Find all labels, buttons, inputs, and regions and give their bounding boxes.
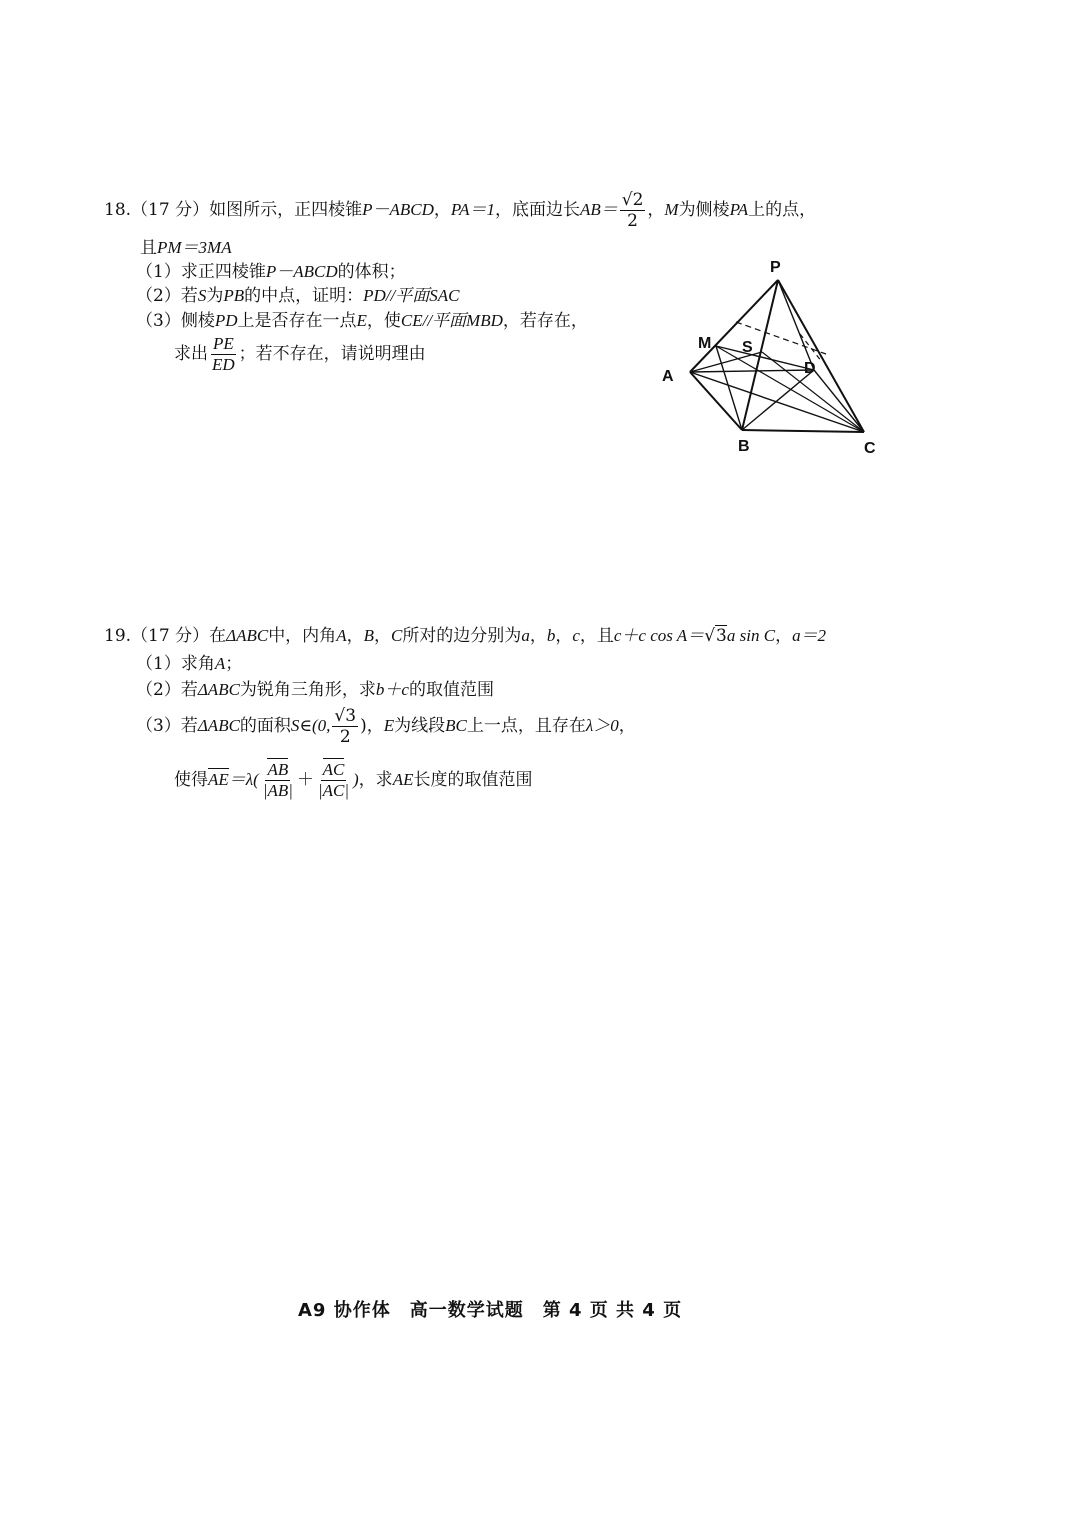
page-footer: A9 协作体 高一数学试题 第 4 页 共 4 页 bbox=[298, 1300, 683, 1321]
q18-text: （3）侧棱 bbox=[136, 311, 215, 331]
label-b: B bbox=[738, 438, 750, 455]
q19-number: 19. bbox=[104, 626, 132, 646]
q18-fraction-pe-ed bbox=[210, 334, 237, 375]
q18-number: 18. bbox=[104, 200, 132, 220]
q19-part3-cont bbox=[174, 760, 532, 801]
q19-text: ＋ bbox=[296, 770, 314, 790]
fraction-denominator: 2 bbox=[339, 727, 351, 747]
q18-text: 的中点，证明： bbox=[244, 286, 364, 306]
q18-text: 求出 bbox=[174, 344, 208, 364]
q19-points: （17 分） bbox=[131, 626, 210, 646]
q19-line1: 19.（17 分）在ΔABC中，内角A，B，C所对的边分别为a，b，c，且c＋c cos A＝√3a sin C，a＝2 bbox=[104, 626, 827, 646]
q19-text: ； bbox=[225, 654, 243, 674]
edge-pd bbox=[778, 280, 814, 370]
q18-points: （17 分） bbox=[131, 200, 210, 220]
q19-text: ，且 bbox=[579, 626, 614, 646]
pyramid-figure bbox=[650, 250, 890, 460]
q18-math: PM＝3MA bbox=[157, 238, 232, 257]
q19-sqrt: 3 bbox=[716, 626, 727, 646]
q18-part1 bbox=[136, 260, 406, 284]
diag-bd bbox=[742, 370, 814, 430]
edge-ad bbox=[690, 370, 814, 372]
q18-text: 上是否存在一点 bbox=[237, 311, 357, 331]
q18-math: PD bbox=[214, 311, 238, 330]
q19-text: ， bbox=[555, 626, 573, 646]
label-a: A bbox=[662, 368, 674, 385]
fraction-numerator: √3 bbox=[334, 706, 357, 726]
q19-text: ) bbox=[360, 716, 367, 736]
q19-vector: AC bbox=[322, 760, 345, 779]
q19-text: 所对的边分别为 bbox=[402, 626, 522, 646]
q19-text: ， bbox=[346, 626, 364, 646]
q18-math: AB＝ bbox=[579, 200, 618, 219]
q18-math: P－ABCD bbox=[265, 262, 338, 281]
q19-math: ＝λ( bbox=[228, 770, 259, 789]
q19-math: λ＞0 bbox=[585, 716, 619, 735]
q19-text: ， bbox=[373, 626, 391, 646]
q18-text: ，使 bbox=[366, 311, 401, 331]
q19-math: c bbox=[572, 626, 580, 645]
q18-line2 bbox=[140, 236, 232, 260]
q19-math: a bbox=[521, 626, 530, 645]
q19-text: 使得 bbox=[174, 770, 208, 790]
q18-text: 上的点， bbox=[748, 200, 817, 220]
q18-math: PA＝1 bbox=[450, 200, 495, 219]
q19-text: 上一点，且存在 bbox=[466, 716, 586, 736]
label-d: D bbox=[804, 360, 816, 377]
q19-math: AE bbox=[392, 770, 414, 789]
q19-fraction-ab-unit bbox=[261, 760, 295, 801]
edge-pc bbox=[778, 280, 864, 432]
q19-math: b＋c bbox=[375, 680, 409, 699]
q18-text: 且 bbox=[140, 238, 157, 258]
q19-part3 bbox=[136, 706, 636, 747]
q18-math: PD//平面SAC bbox=[363, 286, 460, 305]
q19-text: 在 bbox=[209, 626, 227, 646]
q18-text: ；若不存在，请说明理由 bbox=[238, 344, 426, 364]
q18-text: 为侧棱 bbox=[678, 200, 730, 220]
fraction-numerator bbox=[265, 760, 290, 781]
q19-part2 bbox=[136, 678, 494, 702]
q19-math: ) bbox=[353, 770, 359, 789]
q18-part3 bbox=[136, 309, 588, 333]
q19-text: 为线段 bbox=[394, 716, 446, 736]
q19-text: ， bbox=[366, 716, 384, 736]
q18-math: P－ABCD bbox=[362, 200, 434, 219]
q18-text: （2）若 bbox=[136, 286, 198, 306]
q19-math: b bbox=[546, 626, 556, 645]
q18-part2 bbox=[136, 284, 459, 308]
q18-fraction-ab bbox=[620, 190, 646, 231]
q19-text: 中，内角 bbox=[268, 626, 337, 646]
q19-fraction-ac-unit bbox=[316, 760, 351, 801]
q19-text: ， bbox=[775, 626, 793, 646]
q18-line1 bbox=[104, 190, 816, 231]
q19-vector: AE bbox=[208, 770, 229, 789]
q19-vector: AB bbox=[267, 760, 289, 779]
q18-math: PB bbox=[223, 286, 245, 305]
fraction-denominator: |AB| bbox=[262, 781, 293, 800]
q18-text: （1）求正四棱锥 bbox=[136, 262, 266, 282]
q18-text: ，若存在， bbox=[502, 311, 588, 331]
q19-math: C bbox=[390, 626, 403, 645]
q19-text: ， bbox=[529, 626, 547, 646]
q19-math: E bbox=[383, 716, 395, 735]
fraction-numerator: √2 bbox=[621, 190, 644, 210]
q19-math: c＋c cos A＝ bbox=[613, 626, 705, 645]
q18-text: 为 bbox=[206, 286, 224, 306]
edge-bc bbox=[742, 430, 864, 432]
label-m: M bbox=[698, 335, 712, 352]
label-c: C bbox=[864, 440, 876, 457]
q18-math: PA bbox=[729, 200, 749, 219]
q18-text: 的体积； bbox=[337, 262, 406, 282]
q19-text: 为锐角三角形，求 bbox=[239, 680, 376, 700]
q18-math: E bbox=[356, 311, 367, 330]
q18-math: M bbox=[664, 200, 679, 219]
q18-text: ， bbox=[647, 200, 665, 220]
q19-math: B bbox=[363, 626, 374, 645]
q19-text: （3）若 bbox=[136, 716, 198, 736]
q18-text: ， bbox=[433, 200, 451, 220]
q19-text: ， bbox=[618, 716, 636, 736]
q19-text: 的取值范围 bbox=[408, 680, 494, 700]
fraction-denominator: 2 bbox=[627, 211, 638, 231]
q19-math: A bbox=[214, 654, 226, 673]
q19-math: a＝2 bbox=[792, 626, 827, 645]
q19-math: ΔABC bbox=[226, 626, 269, 645]
fraction-numerator bbox=[321, 760, 347, 781]
q18-math: S bbox=[197, 286, 207, 305]
q19-math: A bbox=[336, 626, 347, 645]
q19-text: 的面积 bbox=[239, 716, 291, 736]
q19-math: ΔABC bbox=[197, 716, 240, 735]
fraction-denominator: |AC| bbox=[317, 781, 350, 800]
q19-part1 bbox=[136, 652, 242, 676]
q19-math: ΔABC bbox=[197, 680, 240, 699]
seg-md bbox=[716, 346, 814, 370]
q19-math: BC bbox=[445, 716, 467, 735]
q19-math: S∈(0, bbox=[290, 716, 331, 735]
q19-fraction-sqrt3-2 bbox=[332, 706, 358, 747]
q19-math: a sin C bbox=[726, 626, 776, 645]
q18-math: CE//平面MBD bbox=[400, 311, 503, 330]
fraction-numerator: PE bbox=[212, 334, 234, 353]
label-s: S bbox=[742, 339, 753, 356]
q19-text: 长度的取值范围 bbox=[413, 770, 533, 790]
q18-text: ，底面边长 bbox=[494, 200, 580, 220]
q18-part3-cont bbox=[174, 334, 426, 375]
q19-text: （2）若 bbox=[136, 680, 198, 700]
q19-text: ，求 bbox=[358, 770, 393, 790]
label-p: P bbox=[770, 259, 781, 276]
q18-text: 如图所示，正四棱锥 bbox=[209, 200, 363, 220]
fraction-denominator: ED bbox=[212, 355, 235, 374]
q19-text: （1）求角 bbox=[136, 654, 215, 674]
